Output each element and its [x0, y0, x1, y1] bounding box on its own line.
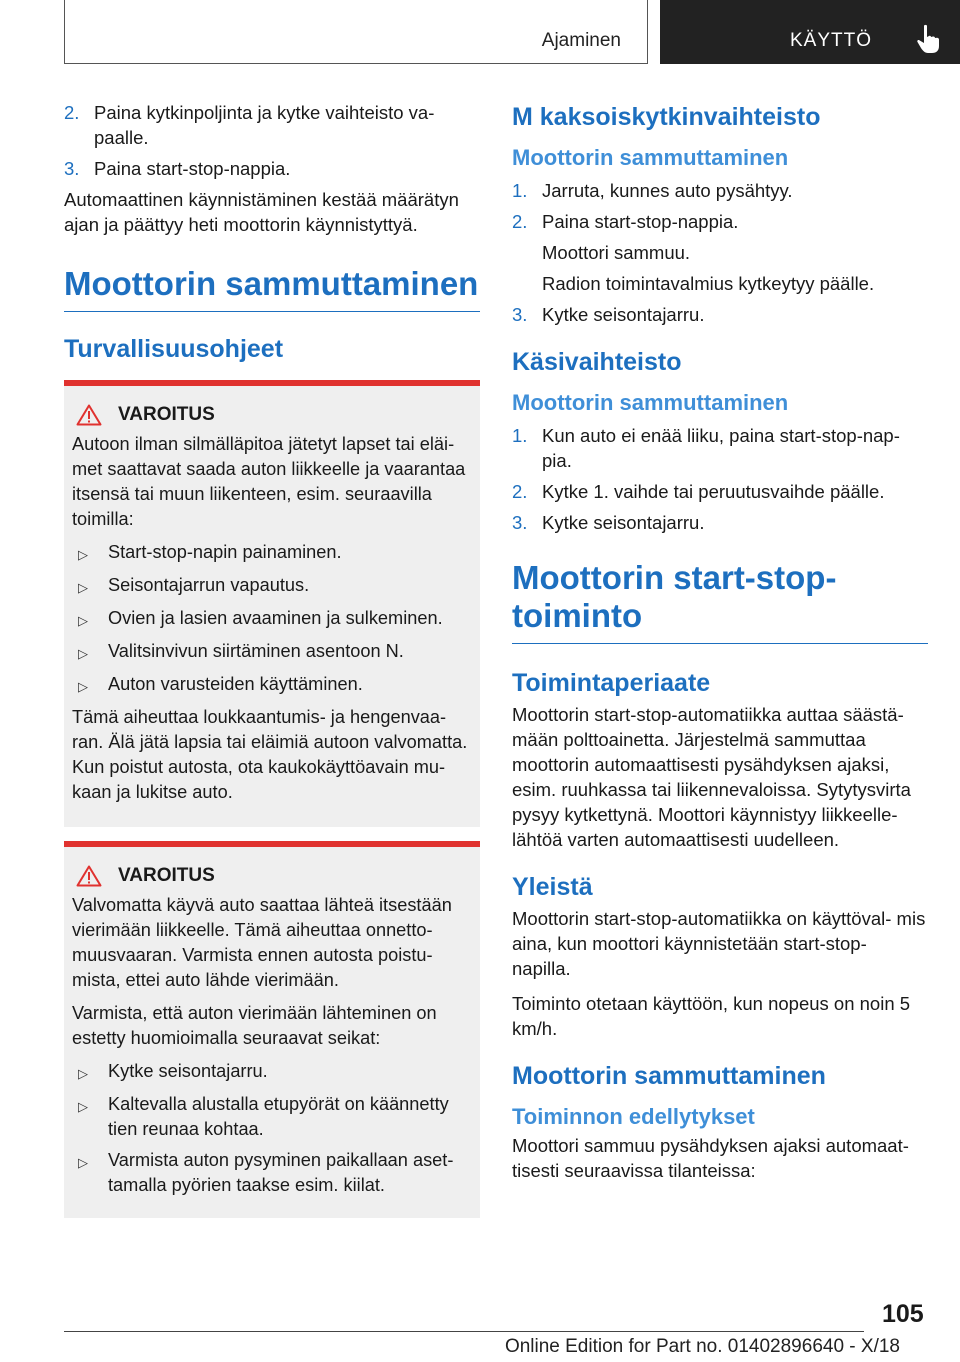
list-item — [512, 423, 928, 473]
paragraph: Moottori sammuu pysähdyksen ajaksi automaat‐ tisesti seuraavissa tilanteissa: — [512, 1135, 909, 1181]
step-number: 2. — [64, 102, 80, 123]
list-item — [78, 540, 472, 567]
triangle-bullet-icon: ▷ — [78, 679, 88, 694]
warning-text: Autoon ilman silmälläpitoa jätetyt lapset tai eläi‐ met saattavat saada auton liikkeelle ja vaarantaa itsensä tai muun liikenteen, esim. seuraavilla toimilla: — [72, 434, 466, 529]
warning-triangle-icon — [76, 404, 102, 426]
warning-box — [64, 380, 480, 827]
list-item — [78, 1059, 472, 1086]
step-number: 1. — [512, 425, 528, 446]
subsection-heading: Toimintaperiaate — [512, 669, 711, 697]
list-item — [64, 156, 480, 181]
warning-text: Tämä aiheuttaa loukkaantumis- ja hengenvaa‐ ran. Älä jätä lapsia tai eläimiä autoon valvomatta. Kun poistut autosta, ota kaukokäyttöavain mu‐ kaan ja lukitse auto. — [72, 707, 468, 802]
bullet-text: Seisontajarrun vapautus. — [108, 575, 310, 595]
subsection-heading: Turvallisuusohjeet — [64, 335, 284, 363]
list-item — [78, 606, 472, 633]
bullet-text: Valitsinvivun siirtäminen asentoon N. — [108, 641, 404, 661]
step-result: Moottori sammuu. — [542, 242, 691, 263]
step-number: 1. — [512, 180, 528, 201]
hand-pointer-icon — [916, 24, 942, 54]
subsection-heading: Toiminnon edellytykset — [512, 1104, 755, 1129]
list-item — [78, 639, 472, 666]
list-item — [512, 178, 928, 203]
list-item — [64, 100, 480, 150]
warning-header — [72, 402, 472, 428]
step-number: 3. — [512, 512, 528, 533]
bullet-text: Kaltevalla alustalla etupyörät on käännetty tien reunaa kohtaa. — [108, 1094, 449, 1139]
warning-text: Valvomatta käyvä auto saattaa lähteä itsestään vierimään liikkeelle. Tämä aiheuttaa onnetto‐ muusvaaran. Varmista ennen autosta poistu‐ mista, ettei auto lähde vierimään. — [72, 895, 452, 990]
list-item — [78, 573, 472, 600]
list-item — [78, 1092, 472, 1142]
paragraph: Automaattinen käynnistäminen kestää määrätyn ajan ja päättyy heti moottorin käynnistyttyä. — [64, 189, 459, 235]
chapter-tab[interactable] — [660, 0, 960, 64]
section-heading: Moottorin start-stop-toiminto — [512, 559, 928, 644]
list-item — [512, 209, 928, 234]
warning-text: Varmista, että auton vierimään lähteminen on estetty huomioimalla seuraavat seikat: — [72, 1003, 437, 1048]
triangle-bullet-icon: ▷ — [78, 547, 88, 562]
left-column — [64, 100, 480, 1218]
paragraph: Moottorin start-stop-automatiikka auttaa säästä‐ mään polttoainetta. Järjestelmä sammuttaa moottorin automaattisesti pysähdyksen ajaksi, esim. ruuhkassa tai liikennevaloissa. Sytytysvirta pysyy kytkettynä. Moottori käynnistyy liikkeelle‐ lähtöä varten automaattisesti uudelleen. — [512, 704, 911, 850]
triangle-bullet-icon: ▷ — [78, 580, 88, 595]
step-text: Kytke 1. vaihde tai peruutusvaihde päälle. — [542, 481, 885, 502]
paragraph: Moottorin start-stop-automatiikka on käyttöval‐ mis aina, kun moottori käynnistetään start-stop- napilla. — [512, 908, 926, 979]
triangle-bullet-icon: ▷ — [78, 613, 88, 628]
warning-triangle-icon — [76, 865, 102, 887]
footer-divider — [64, 1331, 864, 1332]
warning-title: VAROITUS — [118, 865, 215, 886]
bullet-text: Kytke seisontajarru. — [108, 1061, 268, 1081]
warning-box — [64, 841, 480, 1218]
page-number: 105 — [882, 1300, 924, 1328]
step-text: Kytke seisontajarru. — [542, 304, 705, 325]
subsection-heading: Moottorin sammuttaminen — [512, 390, 789, 415]
triangle-bullet-icon: ▷ — [78, 1099, 88, 1114]
list-item — [78, 1148, 472, 1198]
triangle-bullet-icon: ▷ — [78, 1066, 88, 1081]
paragraph: Toiminto otetaan käyttöön, kun nopeus on noin 5 km/h. — [512, 993, 911, 1039]
step-result: Radion toimintavalmius kytkeytyy päälle. — [542, 273, 875, 294]
list-item — [512, 302, 928, 327]
list-item — [78, 672, 472, 699]
step-number: 2. — [512, 481, 528, 502]
step-text: Jarruta, kunnes auto pysähtyy. — [542, 180, 793, 201]
footer-edition: Online Edition for Part no. 01402896640 - X/18 — [504, 1336, 900, 1357]
right-column — [512, 100, 928, 1193]
step-text: Paina kytkinpoljinta ja kytke vaihteisto va‐ paalle. — [94, 102, 435, 148]
subsection-heading: Moottorin sammuttaminen — [512, 145, 789, 170]
section-title: Ajaminen — [541, 30, 621, 51]
section-heading: Käsivaihteisto — [512, 348, 682, 376]
section-heading: M kaksoiskytkinvaihteisto — [512, 103, 821, 131]
step-text: Paina start-stop-nappia. — [542, 211, 739, 232]
list-item — [512, 479, 928, 504]
warning-header — [72, 863, 472, 889]
triangle-bullet-icon: ▷ — [78, 646, 88, 661]
triangle-bullet-icon: ▷ — [78, 1155, 88, 1170]
subsection-heading: Yleistä — [512, 873, 593, 901]
step-text: Paina start-stop-nappia. — [94, 158, 291, 179]
step-number: 3. — [512, 304, 528, 325]
bullet-text: Varmista auton pysyminen paikallaan aset‐ tamalla pyörien taakse esim. kiilat. — [108, 1150, 454, 1195]
bullet-text: Auton varusteiden käyttäminen. — [108, 674, 363, 694]
header-frame — [64, 0, 648, 64]
step-number: 2. — [512, 211, 528, 232]
section-heading: Moottorin sammuttaminen — [64, 265, 480, 312]
bullet-text: Start-stop-napin painaminen. — [108, 542, 342, 562]
step-text: Kun auto ei enää liiku, paina start-stop-nap‐ pia. — [542, 425, 900, 471]
subsection-heading: Moottorin sammuttaminen — [512, 1062, 826, 1090]
step-number: 3. — [64, 158, 80, 179]
list-item — [512, 510, 928, 535]
step-text: Kytke seisontajarru. — [542, 512, 705, 533]
chapter-tab-label: KÄYTTÖ — [790, 30, 873, 51]
warning-title: VAROITUS — [118, 404, 215, 425]
bullet-text: Ovien ja lasien avaaminen ja sulkeminen. — [108, 608, 443, 628]
